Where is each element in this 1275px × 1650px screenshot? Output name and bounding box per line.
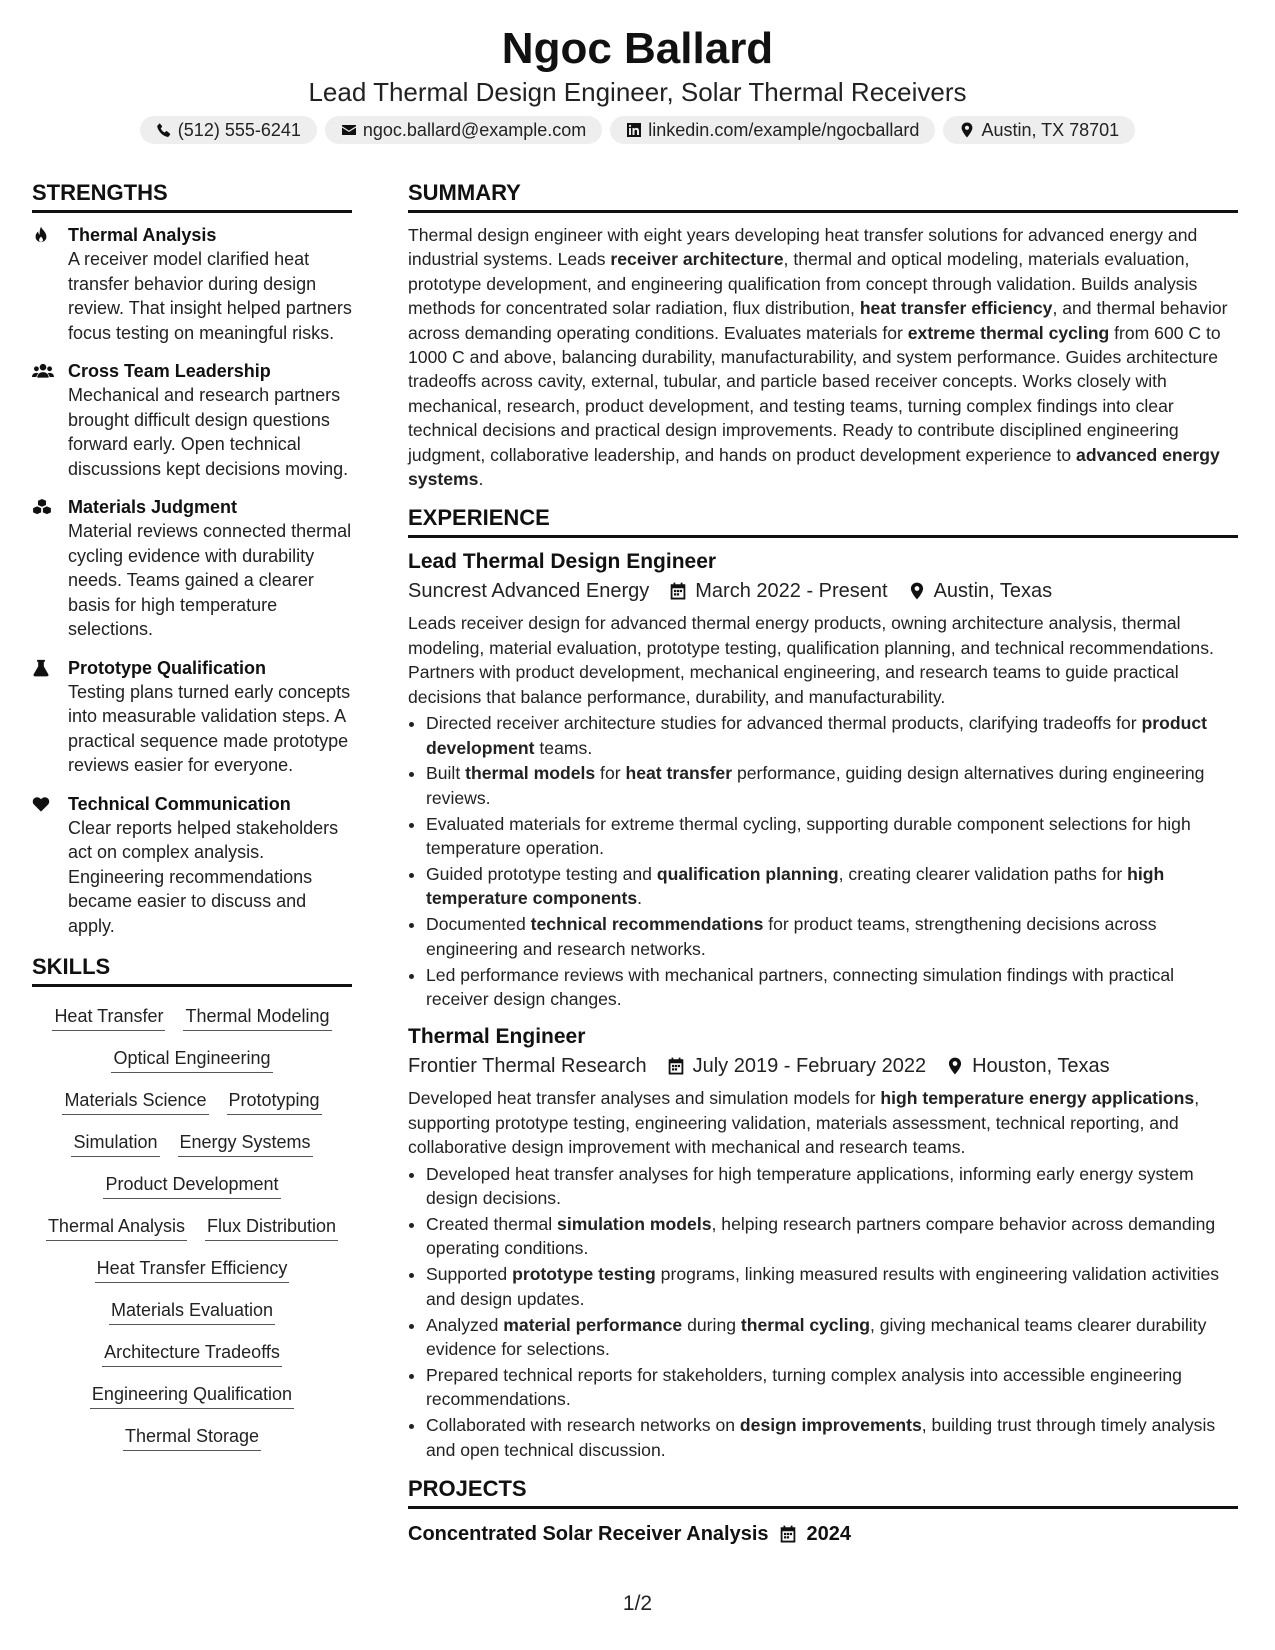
candidate-title: Lead Thermal Design Engineer, Solar Thermal Receivers <box>308 77 967 107</box>
linkedin-icon <box>626 122 642 138</box>
project-title: Concentrated Solar Receiver Analysis <box>408 1523 769 1546</box>
calendar-icon <box>779 1525 797 1543</box>
skill-tag: Optical Engineering <box>111 1045 272 1073</box>
strength-name: Prototype Qualification <box>68 657 267 678</box>
contact-linkedin[interactable] <box>610 116 935 144</box>
users-icon <box>32 362 54 380</box>
contact-linkedin-text: linkedin.com/example/ngocballard <box>648 119 920 140</box>
flame-icon <box>32 226 50 244</box>
strength-item <box>32 223 352 345</box>
job-bullet: • Built thermal models for heat transfer performance, guiding design alternatives during engineering reviews. <box>426 761 1238 810</box>
strength-name: Technical Communication <box>68 793 291 814</box>
job-bullet: • Evaluated materials for extreme thermal cycling, supporting durable component selections for high temperature operation. <box>426 812 1238 861</box>
main-column <box>408 178 1238 1549</box>
skills-heading: SKILLS <box>32 952 352 987</box>
strengths-heading: STRENGTHS <box>32 178 352 213</box>
candidate-name: Ngoc Ballard <box>501 24 774 73</box>
location-icon <box>959 122 975 138</box>
page-number: 1/2 <box>622 1592 653 1615</box>
skill-tag: Energy Systems <box>178 1129 313 1157</box>
job-entry <box>408 548 1238 1011</box>
job-bullet: • Analyzed material performance during thermal cycling, giving mechanical teams clearer durability evidence for selections. <box>426 1313 1238 1362</box>
experience-heading: EXPERIENCE <box>408 503 1238 538</box>
skills-list <box>32 997 352 1451</box>
job-location: Houston, Texas <box>972 1055 1110 1078</box>
contact-email[interactable] <box>325 116 602 144</box>
strength-item <box>32 359 352 481</box>
job-meta <box>408 576 1238 606</box>
project-year: 2024 <box>806 1523 852 1546</box>
job-bullet: • Collaborated with research networks on design improvements, building trust through timely analysis and open technical discussion. <box>426 1413 1238 1462</box>
job-company: Frontier Thermal Research <box>408 1055 647 1078</box>
resume-header <box>0 22 1275 144</box>
job-title: Lead Thermal Design Engineer <box>408 550 717 574</box>
job-company: Suncrest Advanced Energy <box>408 580 650 603</box>
skill-tag: Engineering Qualification <box>90 1381 294 1409</box>
skill-tag: Simulation <box>71 1129 159 1157</box>
summary-text: Thermal design engineer with eight years developing heat transfer solutions for advanced energy and industrial systems. Leads receiver architecture, thermal and optical modeling, materials evaluation, prototype development, and engineering qualification from concept through validation. Builds analysis methods for concentrated solar radiation, flux distribution, heat transfer efficiency, and thermal behavior across demanding operating conditions. Evaluates materials for extreme thermal cycling from 600 C to 1000 C and above, balancing durability, manufacturability, and system performance. Guides architecture tradeoffs across cavity, external, tubular, and particle based receiver concepts. Works closely with mechanical, research, product development, and testing teams, turning complex findings into clear technical decisions and practical design improvements. Ready to contribute disciplined engineering judgment, collaborative leadership, and hands on product development experience to advanced energy systems. <box>408 225 1228 490</box>
job-bullets <box>408 711 1238 1011</box>
contact-location <box>943 116 1135 144</box>
location-icon <box>946 1057 964 1075</box>
skill-tag: Architecture Tradeoffs <box>102 1339 282 1367</box>
skill-tag: Thermal Modeling <box>183 1003 331 1031</box>
contact-bar <box>0 116 1275 144</box>
calendar-icon <box>667 1057 685 1075</box>
strength-desc: Clear reports helped stakeholders act on complex analysis. Engineering recommendations became easier to discuss and apply. <box>68 817 339 936</box>
skill-tag: Materials Science <box>62 1087 208 1115</box>
summary-heading: SUMMARY <box>408 178 1238 213</box>
job-location: Austin, Texas <box>933 580 1053 603</box>
strength-item <box>32 656 352 778</box>
strength-item <box>32 495 352 642</box>
strength-desc: Material reviews connected thermal cycling evidence with durability needs. Teams gained a clearer basis for high temperature selections. <box>68 521 352 639</box>
strength-desc: A receiver model clarified heat transfer behavior during design review. That insight helped partners focus testing on meaningful risks. <box>68 249 352 343</box>
job-description: Developed heat transfer analyses and simulation models for high temperature energy applications, supporting prototype testing, engineering validation, materials assessment, technical reporting, and collaborative design improvement with mechanical and research teams. <box>408 1088 1200 1158</box>
cubes-icon <box>32 498 52 516</box>
project-entry <box>408 1519 1238 1549</box>
job-dates: July 2019 - February 2022 <box>692 1055 927 1078</box>
job-bullet: • Supported prototype testing programs, linking measured results with engineering validation activities and design updates. <box>426 1262 1238 1311</box>
job-bullet: • Led performance reviews with mechanical partners, connecting simulation findings with practical receiver design changes. <box>426 963 1238 1012</box>
job-bullet: • Prepared technical reports for stakeholders, turning complex analysis into accessible engineering recommendations. <box>426 1363 1238 1412</box>
heart-icon <box>32 795 50 813</box>
strength-name: Cross Team Leadership <box>68 361 271 381</box>
phone-icon <box>156 122 172 138</box>
strength-item <box>32 792 352 939</box>
job-bullet: • Guided prototype testing and qualification planning, creating clearer validation paths for high temperature components. <box>426 862 1238 911</box>
job-dates: March 2022 - Present <box>695 580 888 603</box>
skill-tag: Thermal Analysis <box>46 1213 187 1241</box>
skill-tag: Heat Transfer <box>52 1003 165 1031</box>
contact-phone-text: (512) 555-6241 <box>177 119 301 140</box>
skill-tag: Heat Transfer Efficiency <box>95 1255 290 1283</box>
job-title: Thermal Engineer <box>408 1025 586 1049</box>
projects-heading: PROJECTS <box>408 1474 1238 1509</box>
job-bullet: • Documented technical recommendations for product teams, strengthening decisions across engineering and research networks. <box>426 912 1238 961</box>
skill-tag: Flux Distribution <box>205 1213 338 1241</box>
location-icon <box>908 582 926 600</box>
strength-desc: Testing plans turned early concepts into measurable validation steps. A practical sequence made prototype reviews easier for everyone. <box>68 681 351 775</box>
email-icon <box>341 122 357 138</box>
contact-email-text: ngoc.ballard@example.com <box>362 119 587 140</box>
job-bullet: • Created thermal simulation models, helping research partners compare behavior across demanding operating conditions. <box>426 1212 1238 1261</box>
contact-location-text: Austin, TX 78701 <box>981 119 1120 140</box>
job-bullet: • Developed heat transfer analyses for high temperature applications, informing early energy system design decisions. <box>426 1162 1238 1211</box>
contact-phone[interactable] <box>140 116 317 144</box>
skill-tag: Thermal Storage <box>123 1423 261 1451</box>
job-entry <box>408 1023 1238 1462</box>
strength-desc: Mechanical and research partners brought difficult design questions forward early. Open technical discussions kept decisions moving. <box>68 385 349 479</box>
flask-icon <box>32 659 50 677</box>
job-bullet: • Directed receiver architecture studies for advanced thermal products, clarifying tradeoffs for product development teams. <box>426 711 1238 760</box>
job-bullets <box>408 1162 1238 1462</box>
calendar-icon <box>669 582 687 600</box>
skill-tag: Materials Evaluation <box>109 1297 275 1325</box>
strength-name: Materials Judgment <box>68 497 238 517</box>
sidebar <box>32 178 352 1451</box>
skill-tag: Product Development <box>103 1171 280 1199</box>
skill-tag: Prototyping <box>227 1087 322 1115</box>
job-meta <box>408 1051 1238 1081</box>
job-description: Leads receiver design for advanced thermal energy products, owning architecture analysis, thermal modeling, material evaluation, prototype testing, qualification planning, and technical recommendations. Partners with product development, mechanical engineering, and research teams to guide practical decisions that balance performance, durability, and manufacturability. <box>408 613 1214 707</box>
strength-name: Thermal Analysis <box>68 225 217 245</box>
